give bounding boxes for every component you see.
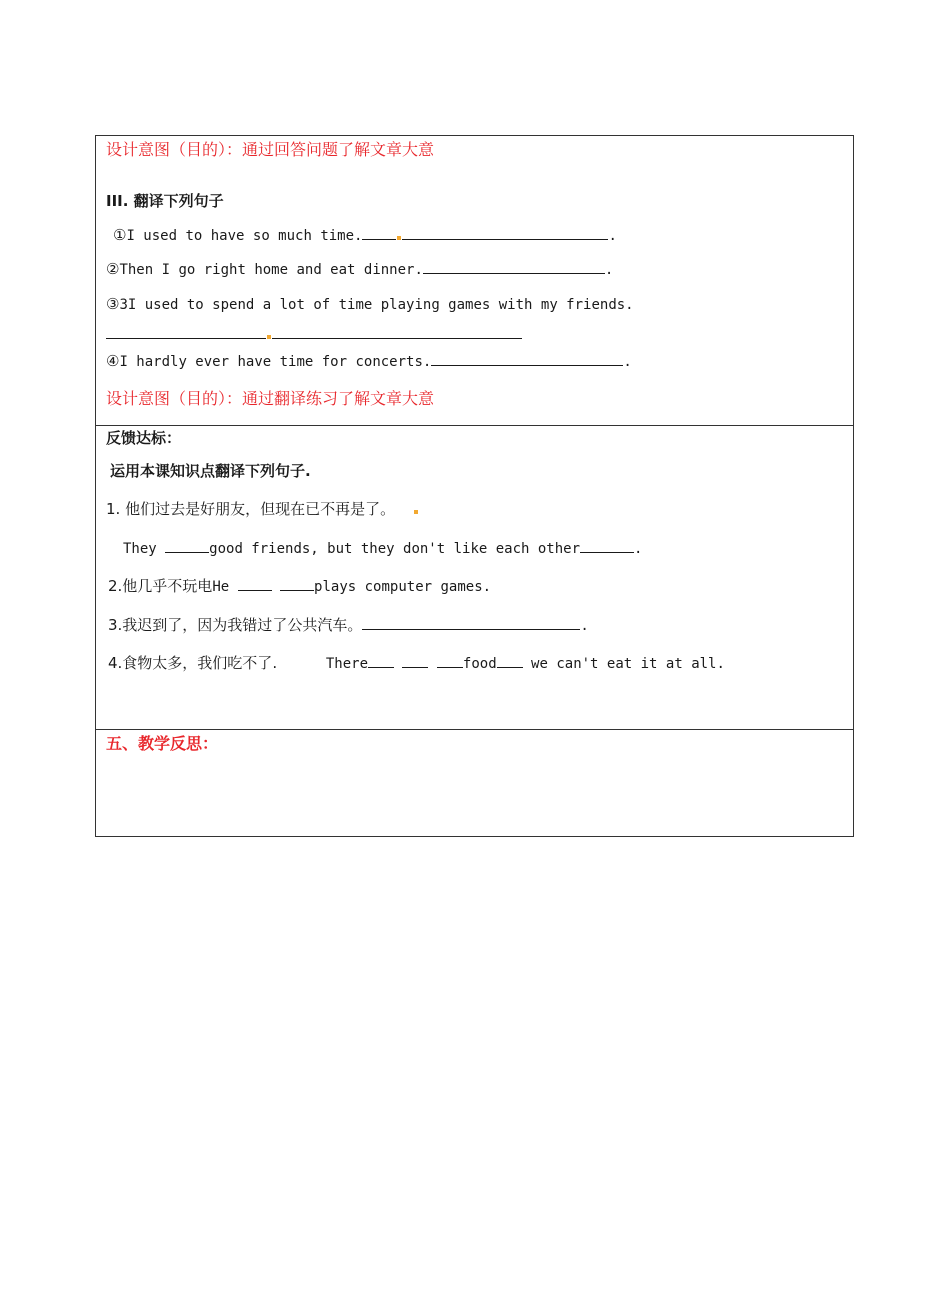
translation-item-1: ①I used to have so much time. . [113, 226, 617, 244]
design-intent-2: 设计意图（目的）：通过翻译练习了解文章大意 [106, 389, 435, 408]
answer-blank[interactable] [580, 538, 634, 553]
answer-blank[interactable] [402, 225, 608, 240]
translation-section [96, 136, 853, 426]
marker-dot [267, 335, 271, 339]
answer-blank[interactable] [165, 538, 209, 553]
translation-item-2: ②Then I go right home and eat dinner. . [106, 260, 614, 278]
feedback-q2: 2.他几乎不玩电He plays computer games. [108, 577, 492, 595]
answer-blank[interactable] [402, 653, 428, 668]
feedback-q1-english: They good friends, but they don't like each other . [123, 538, 642, 559]
translation-item-4: ④I hardly ever have time for concerts. . [106, 352, 632, 370]
answer-blank[interactable] [106, 324, 266, 339]
feedback-instruction: 运用本课知识点翻译下列句子. [110, 462, 311, 480]
answer-blank[interactable] [238, 576, 272, 591]
answer-blank[interactable] [280, 576, 314, 591]
answer-blank[interactable] [362, 225, 396, 240]
reflection-title: 五、教学反思： [106, 734, 219, 753]
translation-item-3: ③3I used to spend a lot of time playing games with my friends. [106, 295, 634, 313]
lesson-table [95, 135, 854, 837]
feedback-q1-chinese: 1. 他们过去是好朋友，但现在已不再是了。 [106, 499, 419, 519]
design-intent-1: 设计意图（目的）：通过回答问题了解文章大意 [106, 140, 435, 159]
answer-blank[interactable] [437, 653, 463, 668]
answer-blank[interactable] [431, 351, 623, 366]
answer-blank[interactable] [423, 259, 605, 274]
feedback-title: 反馈达标： [106, 429, 182, 447]
translation-item-3-answer [106, 324, 522, 344]
feedback-q3: 3.我迟到了，因为我错过了公共汽车。 . [108, 616, 589, 634]
feedback-section [96, 426, 853, 730]
section-heading: III. 翻译下列句子 [106, 192, 224, 210]
feedback-q4: 4.食物太多，我们吃不了. There food we can't eat it at all. [108, 654, 725, 672]
marker-dot [414, 510, 418, 514]
marker-dot [397, 236, 401, 240]
answer-blank[interactable] [272, 324, 522, 339]
reflection-section [96, 730, 853, 836]
answer-blank[interactable] [497, 653, 523, 668]
answer-blank[interactable] [368, 653, 394, 668]
answer-blank[interactable] [362, 615, 580, 630]
